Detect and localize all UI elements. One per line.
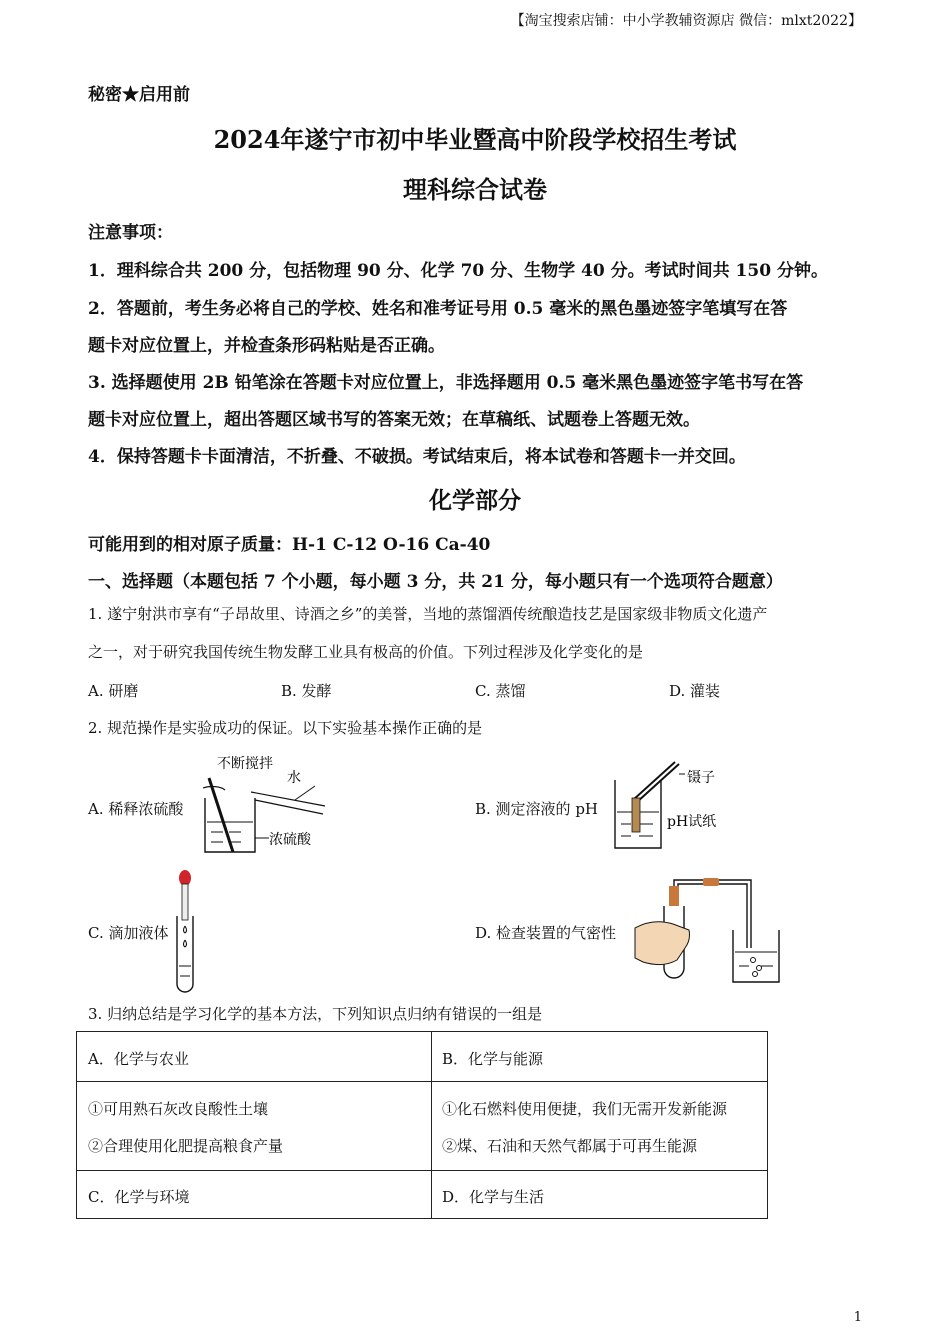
table-cell-d-head: D．化学与生活 [442, 1188, 545, 1206]
table-cell-a1: ①可用熟石灰改良酸性土壤 [88, 1100, 269, 1118]
dilute-acid-figure [195, 752, 335, 860]
acid-label: 浓硫酸 [269, 832, 311, 848]
dropper-figure [170, 866, 210, 994]
table-cell-a2: ②合理使用化肥提高粮食产量 [88, 1137, 284, 1155]
q1-option-b: B. 发酵 [281, 682, 332, 700]
table-cell-b1: ①化石燃料使用便捷，我们无需开发新能源 [442, 1100, 728, 1118]
ph-test-figure [605, 760, 735, 855]
notice-item: 3. 选择题使用 2B 铅笔涂在答题卡对应位置上，非选择题用 0.5 毫米黑色墨迹签字笔书写在答 [88, 373, 804, 393]
q3-table [76, 1031, 768, 1219]
q1-stem: 1. 遂宁射洪市享有“子昂故里、诗酒之乡”的美誉，当地的蒸馏酒传统酿造技艺是国家级非物质文化遗产 [88, 605, 768, 623]
q2-stem: 2. 规范操作是实验成功的保证。以下实验基本操作正确的是 [88, 719, 483, 737]
q3-stem: 3. 归纳总结是学习化学的基本方法，下列知识点归纳有错误的一组是 [88, 1005, 543, 1023]
atomic-masses: 可能用到的相对原子质量：H-1 C-12 O-16 Ca-40 [88, 535, 491, 555]
q2-option-d: D. 检查装置的气密性 [475, 924, 617, 942]
q1-option-c: C. 蒸馏 [475, 682, 526, 700]
secret-label: 秘密★启用前 [88, 85, 190, 105]
ph-paper-label: pH试纸 [667, 814, 717, 830]
stir-label: 不断搅拌 [217, 756, 273, 772]
tweezers-label: 镊子 [687, 770, 715, 786]
notice-heading: 注意事项： [88, 223, 173, 243]
q1-option-a: A. 研磨 [88, 682, 139, 700]
q1-option-d: D. 灌装 [669, 682, 721, 700]
part-one-heading: 一、选择题（本题包括 7 个小题，每小题 3 分，共 21 分，每小题只有一个选项符合题意） [88, 572, 783, 592]
notice-item: 题卡对应位置上，并检查条形码粘贴是否正确。 [88, 336, 445, 356]
notice-item: 4．保持答题卡卡面清洁，不折叠、不破损。考试结束后，将本试卷和答题卡一并交回。 [88, 447, 746, 467]
page-number: 1 [853, 1310, 862, 1325]
section-title: 化学部分 [429, 487, 521, 514]
paper-title: 理科综合试卷 [403, 175, 547, 204]
q2-option-a: A. 稀释浓硫酸 [88, 800, 184, 818]
table-cell-a-head: A．化学与农业 [88, 1050, 189, 1068]
water-label: 水 [287, 770, 301, 786]
q2-option-c: C. 滴加液体 [88, 924, 169, 942]
table-cell-b2: ②煤、石油和天然气都属于可再生能源 [442, 1137, 698, 1155]
table-cell-c-head: C．化学与环境 [88, 1188, 190, 1206]
q1-stem: 之一，对于研究我国传统生物发酵工业具有极高的价值。下列过程涉及化学变化的是 [88, 643, 644, 661]
exam-title: 2024年遂宁市初中毕业暨高中阶段学校招生考试 [213, 125, 737, 154]
airtight-figure [633, 878, 783, 988]
watermark: 【淘宝搜索店铺：中小学教辅资源店 微信：mlxt2022】 [510, 13, 862, 29]
notice-item: 1．理科综合共 200 分，包括物理 90 分、化学 70 分、生物学 40 分。考试时间共 150 分钟。 [88, 261, 828, 281]
notice-item: 题卡对应位置上，超出答题区域书写的答案无效；在草稿纸、试题卷上答题无效。 [88, 410, 700, 430]
table-cell-b-head: B．化学与能源 [442, 1050, 544, 1068]
notice-item: 2．答题前，考生务必将自己的学校、姓名和准考证号用 0.5 毫米的黑色墨迹签字笔填写在答 [88, 299, 788, 319]
q2-option-b: B. 测定溶液的 pH [475, 800, 599, 818]
